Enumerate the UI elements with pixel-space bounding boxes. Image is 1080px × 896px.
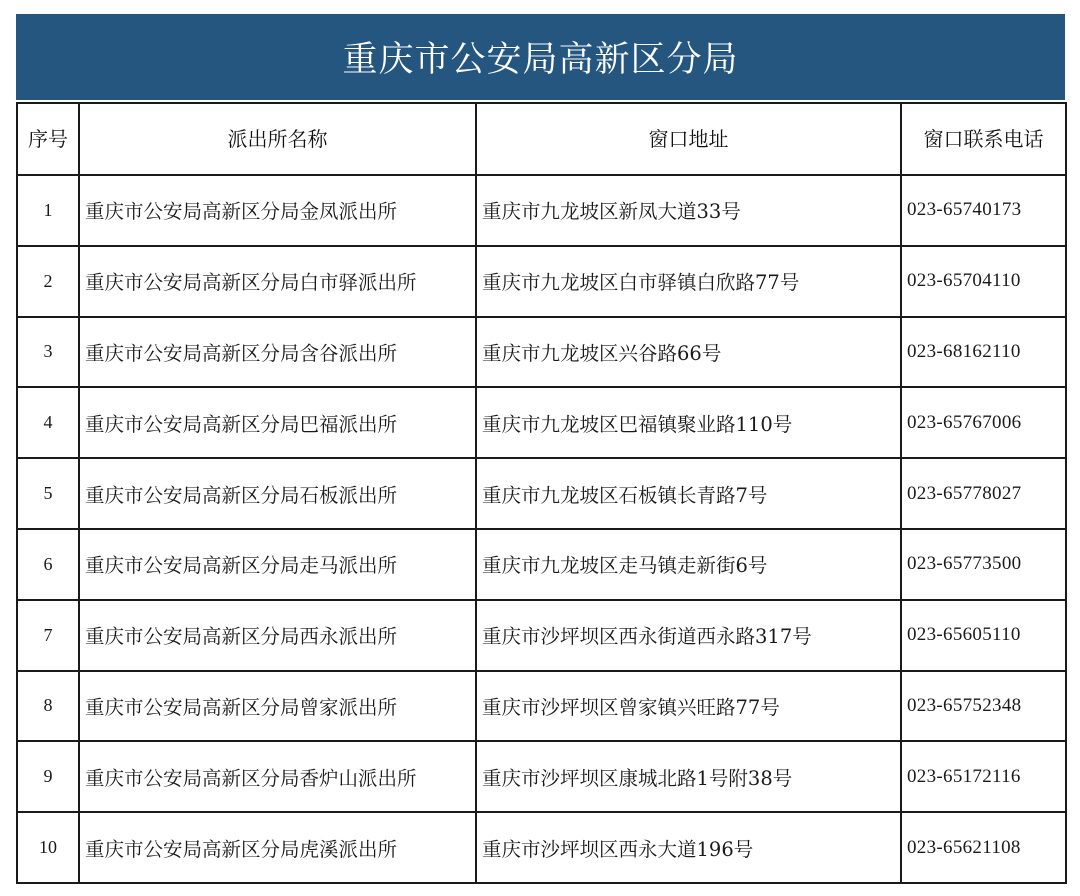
cell-phone: 023-65172116 <box>901 741 1066 812</box>
header-window-address: 窗口地址 <box>476 103 901 175</box>
cell-phone: 023-65605110 <box>901 600 1066 671</box>
table-row <box>17 671 1066 742</box>
cell-phone: 023-65773500 <box>901 529 1066 600</box>
cell-phone: 023-65704110 <box>901 246 1066 317</box>
cell-address: 重庆市沙坪坝区西永大道196号 <box>476 812 901 883</box>
cell-no: 7 <box>17 600 79 671</box>
cell-station-name: 重庆市公安局高新区分局西永派出所 <box>79 600 476 671</box>
cell-no: 4 <box>17 387 79 458</box>
cell-no: 10 <box>17 812 79 883</box>
cell-station-name: 重庆市公安局高新区分局走马派出所 <box>79 529 476 600</box>
table-row <box>17 246 1066 317</box>
cell-station-name: 重庆市公安局高新区分局含谷派出所 <box>79 317 476 388</box>
cell-phone: 023-65621108 <box>901 812 1066 883</box>
cell-station-name: 重庆市公安局高新区分局石板派出所 <box>79 458 476 529</box>
cell-station-name: 重庆市公安局高新区分局曾家派出所 <box>79 671 476 742</box>
cell-no: 9 <box>17 741 79 812</box>
table-body <box>17 175 1066 883</box>
cell-phone: 023-65740173 <box>901 175 1066 246</box>
table-header <box>17 103 1066 175</box>
document-sheet <box>16 14 1065 884</box>
cell-station-name: 重庆市公安局高新区分局巴福派出所 <box>79 387 476 458</box>
cell-no: 8 <box>17 671 79 742</box>
cell-station-name: 重庆市公安局高新区分局白市驿派出所 <box>79 246 476 317</box>
table-row <box>17 387 1066 458</box>
cell-address: 重庆市沙坪坝区曾家镇兴旺路77号 <box>476 671 901 742</box>
cell-station-name: 重庆市公安局高新区分局金凤派出所 <box>79 175 476 246</box>
table-row <box>17 600 1066 671</box>
table-row <box>17 741 1066 812</box>
cell-no: 2 <box>17 246 79 317</box>
cell-phone: 023-65752348 <box>901 671 1066 742</box>
table-row <box>17 458 1066 529</box>
cell-station-name: 重庆市公安局高新区分局香炉山派出所 <box>79 741 476 812</box>
cell-address: 重庆市沙坪坝区西永街道西永路317号 <box>476 600 901 671</box>
header-row <box>17 103 1066 175</box>
cell-address: 重庆市九龙坡区兴谷路66号 <box>476 317 901 388</box>
cell-no: 5 <box>17 458 79 529</box>
table-title: 重庆市公安局高新区分局 <box>16 14 1065 100</box>
cell-address: 重庆市九龙坡区白市驿镇白欣路77号 <box>476 246 901 317</box>
cell-no: 6 <box>17 529 79 600</box>
table-row <box>17 175 1066 246</box>
cell-address: 重庆市九龙坡区新凤大道33号 <box>476 175 901 246</box>
header-window-phone: 窗口联系电话 <box>901 103 1066 175</box>
cell-address: 重庆市九龙坡区巴福镇聚业路110号 <box>476 387 901 458</box>
header-station-name: 派出所名称 <box>79 103 476 175</box>
cell-phone: 023-65778027 <box>901 458 1066 529</box>
cell-address: 重庆市九龙坡区石板镇长青路7号 <box>476 458 901 529</box>
table-row <box>17 317 1066 388</box>
cell-phone: 023-65767006 <box>901 387 1066 458</box>
cell-station-name: 重庆市公安局高新区分局虎溪派出所 <box>79 812 476 883</box>
table-row <box>17 812 1066 883</box>
cell-address: 重庆市沙坪坝区康城北路1号附38号 <box>476 741 901 812</box>
cell-address: 重庆市九龙坡区走马镇走新街6号 <box>476 529 901 600</box>
cell-no: 1 <box>17 175 79 246</box>
header-no: 序号 <box>17 103 79 175</box>
cell-no: 3 <box>17 317 79 388</box>
cell-phone: 023-68162110 <box>901 317 1066 388</box>
table-row <box>17 529 1066 600</box>
police-station-table <box>16 102 1067 884</box>
